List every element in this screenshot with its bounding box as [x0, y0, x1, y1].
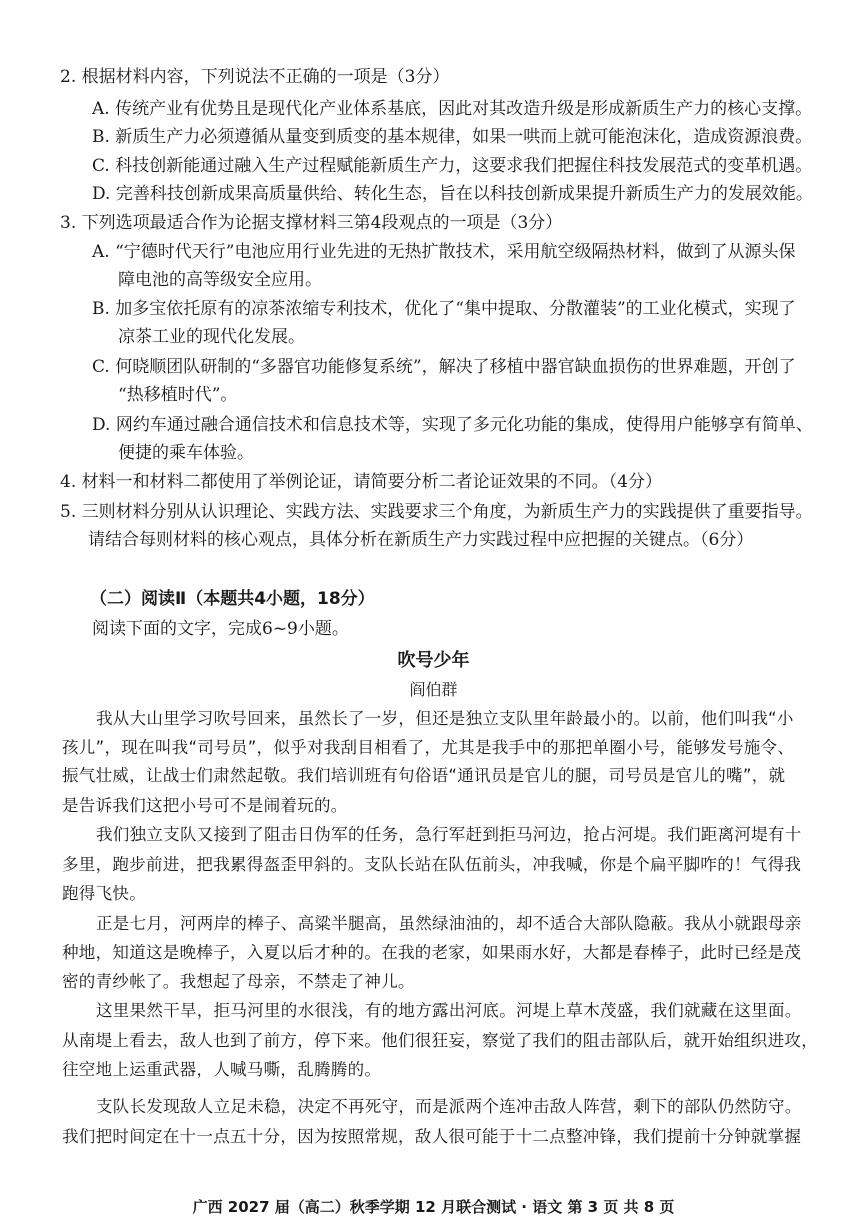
article-title: 吹号少年	[397, 650, 470, 671]
section-title: （二）阅读Ⅱ（本题共4小题，18分）	[90, 589, 375, 609]
article-line: 种地，知道这是晚棒子，入夏以后才种的。在我的老家，如果雨水好，大都是春棒子，此时已经是茂	[62, 943, 802, 962]
question-3-stem: 3. 下列选项最适合作为论据支撑材料三第4段观点的一项是（3分）	[60, 213, 563, 233]
question-2-option-d: D. 完善科技创新成果高质量供给、转化生态，旨在以科技创新成果提升新质生产力的发展效能。	[92, 184, 813, 204]
question-2-option-a: A. 传统产业有优势且是现代化产业体系基底，因此对其改造升级是形成新质生产力的核心支撑。	[92, 99, 813, 119]
section-instruction: 阅读下面的文字，完成6~9小题。	[92, 619, 349, 639]
article-line: 孩儿”，现在叫我“司号员”，似乎对我刮目相看了，尤其是我手中的那把单圈小号，能够发号施令、	[62, 738, 795, 757]
page-footer: 广西 2027 届（高二）秋季学期 12 月联合测试 · 语文 第 3 页 共 8 页	[192, 1198, 675, 1216]
article-line: 跑得飞快。	[62, 884, 146, 903]
question-3-option-b: B. 加多宝依托原有的凉茶浓缩专利技术，优化了“集中提取、分散灌装”的工业化模式，实现了	[92, 299, 796, 319]
question-3-option-d: D. 网约车通过融合通信技术和信息技术等，实现了多元化功能的集成，使得用户能够享有简单、	[92, 415, 813, 435]
question-5-line-2: 请结合每则材料的核心观点，具体分析在新质生产力实践过程中应把握的关键点。（6分）	[88, 530, 754, 550]
article-line: 是告诉我们这把小号可不是闹着玩的。	[62, 796, 348, 815]
article-line: 从南堤上看去，敌人也到了前方，停下来。他们很狂妄，察觉了我们的阻击部队后，就开始组织进攻，	[62, 1031, 818, 1050]
question-3-option-d-cont: 便捷的乘车体验。	[118, 443, 254, 463]
question-2-stem: 2. 根据材料内容，下列说法不正确的一项是（3分）	[60, 67, 450, 87]
article-line: 振气壮威，让战士们肃然起敬。我们培训班有句俗语“通讯员是官儿的腿，司号员是官儿的嘴”，就	[62, 766, 786, 785]
question-3-option-a: A. “宁德时代天行”电池应用行业先进的无热扩散技术，采用航空级隔热材料，做到了从源头保	[92, 242, 796, 262]
article-line: 这里果然干旱，拒马河里的水很浅，有的地方露出河底。河堤上草木茂盛，我们就藏在这里面。	[96, 1001, 802, 1020]
question-3-option-c-cont: “热移植时代”。	[118, 385, 238, 405]
article-line: 往空地上运重武器，人喊马嘶，乱腾腾的。	[62, 1060, 382, 1079]
article-line: 多里，跑步前进，把我累得盔歪甲斜的。支队长站在队伍前头，冲我喊，你是个扁平脚咋的！气得我	[62, 855, 802, 874]
question-5-line-1: 5. 三则材料分别从认识理论、实践方法、实践要求三个角度，为新质生产力的实践提供了重要指导。	[60, 502, 813, 522]
question-2-option-c: C. 科技创新能通过融入生产过程赋能新质生产力，这要求我们把握住科技发展范式的变革机遇。	[92, 156, 813, 176]
article-author: 阎伯群	[409, 680, 458, 699]
question-3-option-b-cont: 凉茶工业的现代化发展。	[118, 327, 305, 347]
question-3-option-a-cont: 障电池的高等级安全应用。	[118, 270, 322, 290]
article-line: 密的青纱帐了。我想起了母亲，不禁走了神儿。	[62, 972, 415, 991]
article-line: 支队长发现敌人立足未稳，决定不再死守，而是派两个连冲击敌人阵营，剩下的部队仍然防守。	[96, 1097, 802, 1116]
question-3-option-c: C. 何晓顺团队研制的“多器官功能修复系统”，解决了移植中器官缺血损伤的世界难题，开创了	[92, 357, 796, 377]
question-4: 4. 材料一和材料二都使用了举例论证，请简要分析二者论证效果的不同。（4分）	[60, 472, 662, 492]
article-line: 我们把时间定在十一点五十分，因为按照常规，敌人很可能于十二点整冲锋，我们提前十分钟就掌握	[62, 1127, 802, 1146]
question-2-option-b: B. 新质生产力必须遵循从量变到质变的基本规律，如果一哄而上就可能泡沫化，造成资源浪费。	[92, 127, 813, 147]
article-line: 正是七月，河两岸的棒子、高粱半腿高，虽然绿油油的，却不适合大部队隐蔽。我从小就跟母亲	[96, 914, 802, 933]
article-line: 我从大山里学习吹号回来，虽然长了一岁，但还是独立支队里年龄最小的。以前，他们叫我“小	[96, 709, 794, 728]
article-line: 我们独立支队又接到了阻击日伪军的任务，急行军赶到拒马河边，抢占河堤。我们距离河堤有十	[96, 825, 802, 844]
